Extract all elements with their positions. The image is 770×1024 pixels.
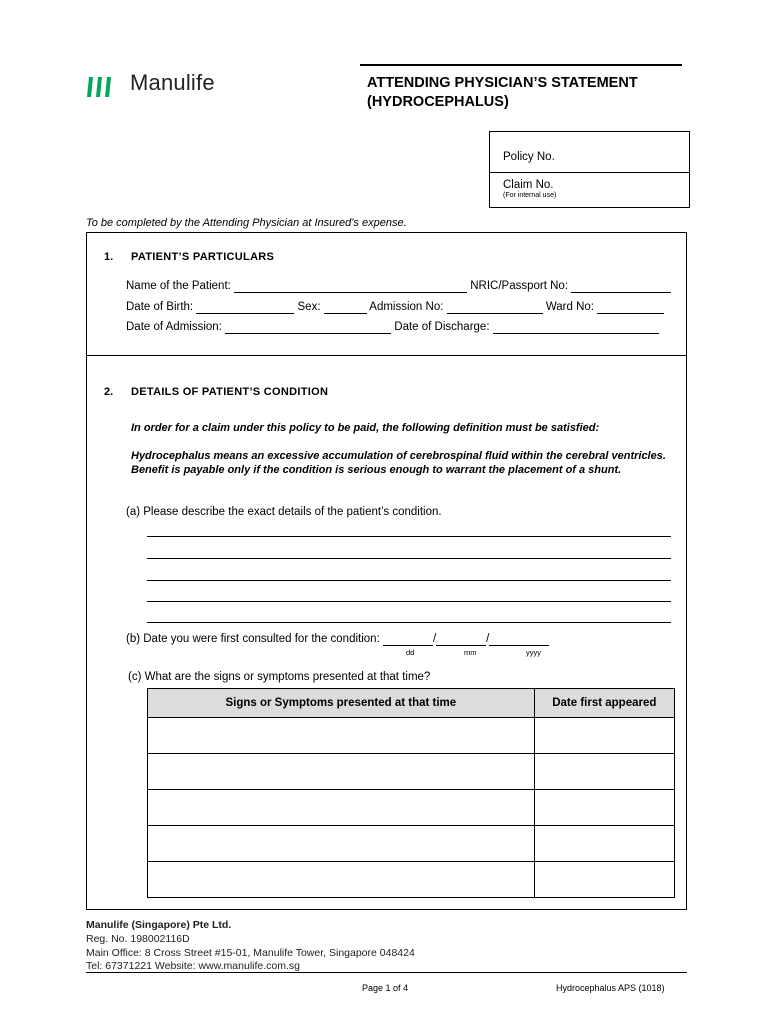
date-cell[interactable] [534, 718, 674, 754]
admission-no-field[interactable] [447, 301, 543, 314]
section-2-title: DETAILS OF PATIENT’S CONDITION [131, 386, 329, 398]
mm-hint: mm [464, 648, 477, 657]
table-row [148, 826, 675, 862]
symptom-cell[interactable] [148, 718, 535, 754]
sex-label: Sex: [294, 301, 324, 313]
header-signs-symptoms: Signs or Symptoms presented at that time [148, 689, 535, 718]
footer-rule [86, 972, 687, 973]
condition-details-line-5[interactable] [147, 622, 671, 623]
table-header-row [148, 689, 675, 718]
ward-no-label: Ward No: [542, 301, 598, 313]
footer-reg: Reg. No. 198002116D [86, 933, 190, 945]
symptom-cell[interactable] [148, 862, 535, 898]
title-line-1: ATTENDING PHYSICIAN’S STATEMENT [367, 75, 638, 91]
date-cell[interactable] [534, 862, 674, 898]
nric-field[interactable] [571, 280, 671, 293]
claim-no-label: Claim No. [503, 179, 554, 191]
date-admission-field[interactable] [225, 321, 391, 334]
date-admission-label: Date of Admission: [126, 321, 226, 333]
yyyy-hint: yyyy [526, 648, 541, 657]
dob-row [126, 301, 664, 314]
admission-dates-row [126, 321, 659, 334]
definition-text: Hydrocephalus means an excessive accumulation of cerebrospinal fluid within the cerebral ventricles. Benefit is payable only if the condition is serious enough to warrant the placement of a shunt. [131, 450, 666, 476]
symptom-cell[interactable] [148, 826, 535, 862]
title-line-2: (HYDROCEPHALUS) [367, 94, 509, 110]
policy-no-label: Policy No. [503, 151, 555, 163]
date-separator: / [432, 633, 437, 645]
dd-hint: dd [406, 648, 415, 657]
sex-field[interactable] [324, 301, 367, 314]
brand-name: Manulife [130, 70, 215, 95]
symptom-cell[interactable] [148, 754, 535, 790]
instruction-text: To be completed by the Attending Physician at Insured’s expense. [86, 217, 407, 229]
table-row [148, 718, 675, 754]
manulife-stripes-icon [86, 76, 112, 98]
condition-details-line-2[interactable] [147, 558, 671, 559]
header-date-first-appeared: Date first appeared [534, 689, 674, 718]
patient-name-label: Name of the Patient: [126, 280, 235, 292]
dob-field[interactable] [196, 301, 294, 314]
section-2-number: 2. [104, 386, 114, 398]
footer-office: Main Office: 8 Cross Street #15-01, Manulife Tower, Singapore 048424 [86, 947, 415, 959]
table-row [148, 790, 675, 826]
footer-contact: Tel: 67371221 Website: www.manulife.com.sg [86, 960, 300, 972]
dob-label: Date of Birth: [126, 301, 197, 313]
date-cell[interactable] [534, 790, 674, 826]
date-separator: / [486, 633, 490, 645]
table-row [148, 754, 675, 790]
symptom-cell[interactable] [148, 790, 535, 826]
title-rule [360, 64, 682, 66]
question-c: (c) What are the signs or symptoms presented at that time? [128, 671, 431, 683]
section-1-number: 1. [104, 251, 114, 263]
internal-use-note: (For internal use) [503, 192, 557, 199]
document-title [367, 74, 687, 112]
date-discharge-label: Date of Discharge: [391, 321, 493, 333]
section-divider [86, 355, 687, 356]
admission-no-label: Admission No: [366, 301, 447, 313]
symptoms-table [147, 688, 675, 898]
patient-name-row [126, 280, 671, 293]
definition-intro: In order for a claim under this policy to be paid, the following definition must be satisfied: [131, 422, 600, 434]
condition-details-line-3[interactable] [147, 580, 671, 581]
date-cell[interactable] [534, 754, 674, 790]
consult-month-field[interactable] [436, 633, 486, 646]
question-b [126, 633, 549, 646]
consult-day-field[interactable] [383, 633, 433, 646]
page-number: Page 1 of 4 [362, 983, 409, 993]
policy-claim-box [489, 131, 690, 208]
ward-no-field[interactable] [597, 301, 664, 314]
form-code: Hydrocephalus APS (1018) [556, 983, 665, 993]
question-b-label: (b) Date you were first consulted for the condition: [126, 633, 383, 645]
section-1-title: PATIENT’S PARTICULARS [131, 251, 275, 263]
question-a: (a) Please describe the exact details of the patient’s condition. [126, 506, 442, 518]
date-discharge-field[interactable] [493, 321, 659, 334]
patient-name-field[interactable] [234, 280, 467, 293]
condition-details-line-4[interactable] [147, 601, 671, 602]
consult-year-field[interactable] [489, 633, 549, 646]
nric-label: NRIC/Passport No: [467, 280, 572, 292]
footer-company: Manulife (Singapore) Pte Ltd. [86, 919, 232, 931]
condition-details-line-1[interactable] [147, 536, 671, 537]
date-cell[interactable] [534, 826, 674, 862]
table-row [148, 862, 675, 898]
